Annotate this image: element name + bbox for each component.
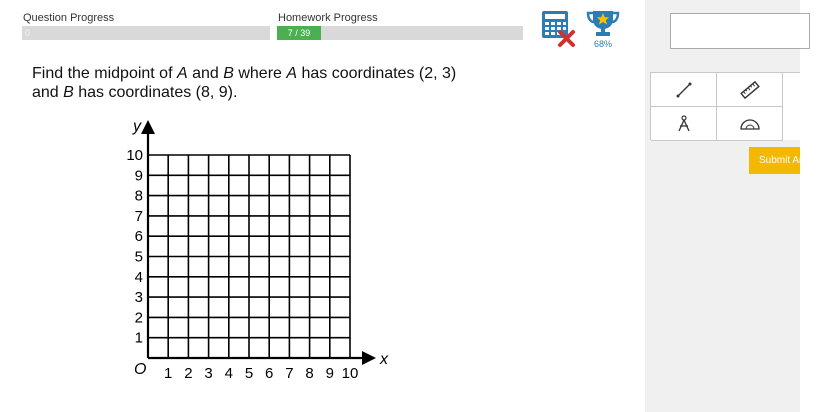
x-axis-label: x <box>380 351 388 368</box>
x-tick-label: 7 <box>285 365 294 382</box>
ruler-icon <box>740 80 760 100</box>
protractor-tool[interactable] <box>717 107 783 141</box>
x-tick-label: 6 <box>265 365 274 382</box>
y-tick-label: 10 <box>126 147 143 164</box>
point-a-label: A <box>176 65 188 82</box>
y-tick-label: 4 <box>134 268 143 286</box>
y-tick-label: 1 <box>134 329 143 347</box>
y-tick-label: 9 <box>134 167 143 185</box>
compass-icon <box>674 114 694 134</box>
x-tick-label: 9 <box>325 365 334 382</box>
x-tick-label: 4 <box>224 365 233 382</box>
submit-answer-button[interactable]: Submit Answer <box>749 147 800 174</box>
y-tick-label: 6 <box>134 228 143 246</box>
y-tick-label: 2 <box>134 309 143 327</box>
y-tick-label: 8 <box>134 187 143 205</box>
point-b-label: B <box>223 65 234 82</box>
homework-progress-value: 7 / 39 <box>287 28 311 38</box>
protractor-icon <box>739 114 761 134</box>
compass-tool[interactable] <box>651 107 717 141</box>
y-tick-label: 5 <box>134 248 143 266</box>
x-tick-label: 1 <box>164 365 173 382</box>
x-tick-label: 5 <box>244 365 254 382</box>
tools-sidebar <box>645 0 826 412</box>
straight-line-icon <box>674 80 694 100</box>
y-axis-arrow <box>141 120 155 134</box>
x-tick-label: 10 <box>341 365 359 382</box>
question-progress-label: Question Progress <box>23 12 115 24</box>
origin-label: O <box>134 361 147 378</box>
homework-progress-label: Homework Progress <box>278 12 378 24</box>
ruler-tool[interactable] <box>717 73 783 107</box>
y-axis-label: y <box>133 118 141 135</box>
x-tick-label: 3 <box>204 365 213 382</box>
straight-line-tool[interactable] <box>651 73 717 107</box>
x-tick-label: 8 <box>305 365 314 382</box>
trophy-percent: 68% <box>593 39 612 49</box>
question-progress-value: 0 <box>25 28 31 38</box>
question-text: Find the midpoint of A and B where A has coordinates (2, 3) and B has coordinates (8, 9). <box>32 65 457 101</box>
geometry-tools <box>650 72 800 140</box>
y-tick-label: 3 <box>134 289 143 307</box>
x-axis-arrow <box>362 351 376 365</box>
answer-input[interactable] <box>670 13 810 49</box>
y-tick-label: 7 <box>134 207 143 225</box>
x-tick-label: 2 <box>184 365 193 382</box>
